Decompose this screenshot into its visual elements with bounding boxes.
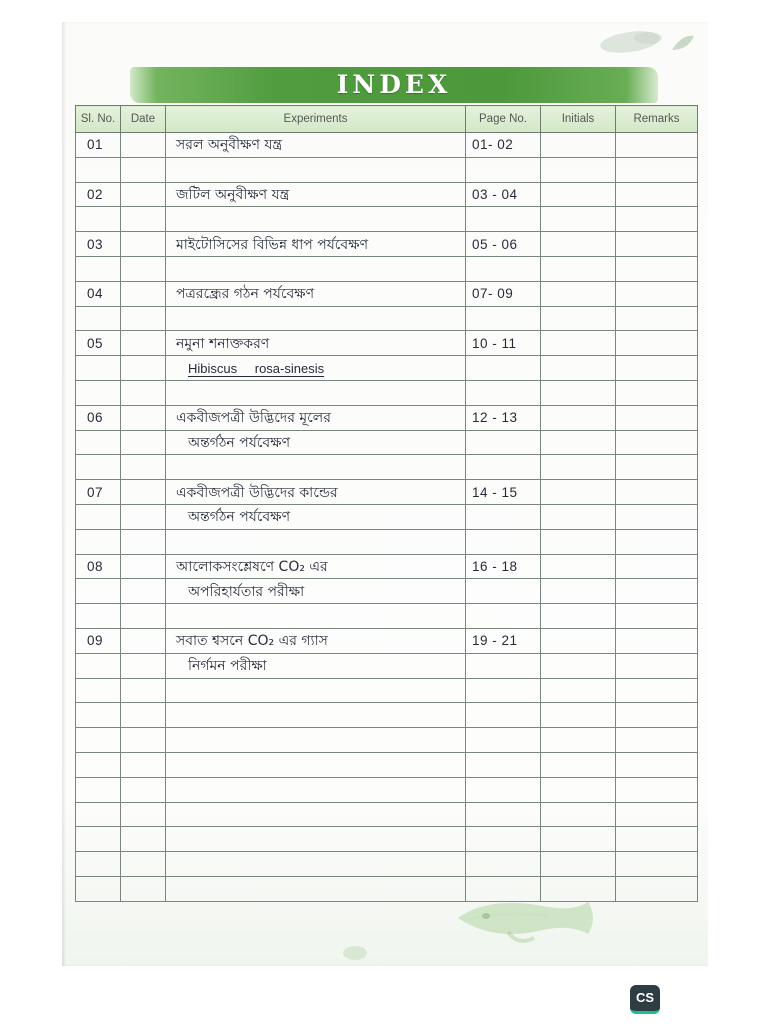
page-no-cell (466, 728, 541, 753)
page-no-cell (466, 579, 541, 604)
date-cell (121, 232, 166, 257)
page-no-cell (466, 678, 541, 703)
table-row (76, 480, 698, 505)
date-cell (121, 157, 166, 182)
initials-cell (541, 703, 616, 728)
page-no-cell (466, 554, 541, 579)
sl-no-cell (76, 827, 121, 852)
initials-cell (541, 281, 616, 306)
sl-no-cell (76, 430, 121, 455)
experiment-name: আলোকসংশ্লেষণে CO₂ এর (176, 558, 328, 575)
experiment-cell (166, 256, 466, 281)
initials-cell (541, 256, 616, 281)
remarks-cell (616, 628, 698, 653)
table-row (76, 232, 698, 257)
experiment-cell (166, 430, 466, 455)
sl-no-cell (76, 356, 121, 381)
experiment-cell (166, 777, 466, 802)
initials-cell (541, 232, 616, 257)
page-no-cell (466, 852, 541, 877)
date-cell (121, 876, 166, 901)
page-range: 12 - 13 (472, 410, 518, 426)
table-row (76, 529, 698, 554)
table-row (76, 504, 698, 529)
experiment-cell (166, 604, 466, 629)
table-row (76, 455, 698, 480)
table-row (76, 430, 698, 455)
experiment-cell (166, 579, 466, 604)
page-title: INDEX (336, 70, 452, 99)
initials-cell (541, 628, 616, 653)
experiment-cell (166, 653, 466, 678)
sl-no-cell (76, 529, 121, 554)
column-header-sl-no: Sl. No. (76, 106, 121, 133)
experiment-cell (166, 306, 466, 331)
remarks-cell (616, 653, 698, 678)
table-row (76, 331, 698, 356)
experiment-cell (166, 728, 466, 753)
initials-cell (541, 728, 616, 753)
initials-cell (541, 306, 616, 331)
sl-no-cell (76, 405, 121, 430)
decorative-fish-icon (448, 888, 613, 950)
table-row (76, 380, 698, 405)
date-cell (121, 852, 166, 877)
date-cell (121, 306, 166, 331)
initials-cell (541, 455, 616, 480)
table-row (76, 306, 698, 331)
date-cell (121, 728, 166, 753)
date-cell (121, 455, 166, 480)
sl-no-cell (76, 678, 121, 703)
sl-no-cell (76, 380, 121, 405)
experiment-cell (166, 504, 466, 529)
table-row (76, 207, 698, 232)
remarks-cell (616, 554, 698, 579)
experiment-cell (166, 852, 466, 877)
page-range: 16 - 18 (472, 558, 518, 574)
date-cell (121, 752, 166, 777)
sl-no-cell (76, 703, 121, 728)
experiment-cell (166, 380, 466, 405)
sl-no-cell (76, 207, 121, 232)
initials-cell (541, 207, 616, 232)
remarks-cell (616, 157, 698, 182)
serial-number: 03 (87, 236, 104, 252)
index-table-body (76, 133, 698, 902)
experiment-name: একবীজপত্রী উদ্ভিদের কান্ডের (176, 484, 338, 501)
date-cell (121, 356, 166, 381)
date-cell (121, 331, 166, 356)
initials-cell (541, 380, 616, 405)
page-no-cell (466, 133, 541, 158)
table-row (76, 281, 698, 306)
date-cell (121, 504, 166, 529)
page-range: 14 - 15 (472, 484, 518, 500)
remarks-cell (616, 703, 698, 728)
serial-number: 07 (87, 484, 104, 500)
page-no-cell (466, 306, 541, 331)
date-cell (121, 480, 166, 505)
table-row (76, 182, 698, 207)
serial-number: 08 (87, 558, 104, 574)
serial-number: 04 (87, 286, 104, 302)
sl-no-cell (76, 480, 121, 505)
table-row (76, 579, 698, 604)
page-no-cell (466, 604, 541, 629)
initials-cell (541, 529, 616, 554)
remarks-cell (616, 529, 698, 554)
sl-no-cell (76, 777, 121, 802)
serial-number: 05 (87, 335, 104, 351)
page-no-cell (466, 331, 541, 356)
sl-no-cell (76, 306, 121, 331)
page-range: 07- 09 (472, 286, 514, 302)
remarks-cell (616, 256, 698, 281)
table-row (76, 827, 698, 852)
experiment-cell (166, 876, 466, 901)
date-cell (121, 133, 166, 158)
camscanner-logo-icon: CS (630, 985, 660, 1014)
table-row (76, 604, 698, 629)
remarks-cell (616, 579, 698, 604)
table-row (76, 852, 698, 877)
remarks-cell (616, 356, 698, 381)
sl-no-cell (76, 728, 121, 753)
table-row (76, 728, 698, 753)
page-no-cell (466, 529, 541, 554)
table-row (76, 256, 698, 281)
remarks-cell (616, 430, 698, 455)
experiment-cell (166, 331, 466, 356)
initials-cell (541, 182, 616, 207)
date-cell (121, 777, 166, 802)
date-cell (121, 703, 166, 728)
date-cell (121, 653, 166, 678)
page-no-cell (466, 802, 541, 827)
initials-cell (541, 133, 616, 158)
remarks-cell (616, 678, 698, 703)
remarks-cell (616, 405, 698, 430)
table-row (76, 356, 698, 381)
experiment-name: মাইটোসিসের বিভিন্ন ধাপ পর্যবেক্ষণ (176, 236, 369, 253)
sl-no-cell (76, 256, 121, 281)
date-cell (121, 182, 166, 207)
table-row (76, 554, 698, 579)
remarks-cell (616, 455, 698, 480)
experiment-cell (166, 157, 466, 182)
page-no-cell (466, 380, 541, 405)
page-no-cell (466, 182, 541, 207)
initials-cell (541, 604, 616, 629)
page-no-cell (466, 256, 541, 281)
page-range: 10 - 11 (472, 335, 517, 351)
sl-no-cell (76, 232, 121, 257)
sl-no-cell (76, 802, 121, 827)
initials-cell (541, 852, 616, 877)
initials-cell (541, 504, 616, 529)
sl-no-cell (76, 331, 121, 356)
initials-cell (541, 356, 616, 381)
initials-cell (541, 331, 616, 356)
page-range: 05 - 06 (472, 236, 518, 252)
initials-cell (541, 480, 616, 505)
experiment-cell (166, 628, 466, 653)
remarks-cell (616, 281, 698, 306)
date-cell (121, 628, 166, 653)
remarks-cell (616, 504, 698, 529)
experiment-cell (166, 207, 466, 232)
serial-number: 01 (87, 137, 104, 153)
experiment-cell (166, 182, 466, 207)
remarks-cell (616, 232, 698, 257)
date-cell (121, 405, 166, 430)
table-row (76, 802, 698, 827)
date-cell (121, 827, 166, 852)
page-no-cell (466, 777, 541, 802)
initials-cell (541, 653, 616, 678)
page-range: 19 - 21 (472, 633, 518, 649)
page-no-cell (466, 207, 541, 232)
initials-cell (541, 777, 616, 802)
table-row (76, 703, 698, 728)
serial-number: 09 (87, 633, 104, 649)
sl-no-cell (76, 504, 121, 529)
experiment-name: অন্তর্গঠন পর্যবেক্ষণ (188, 509, 291, 526)
remarks-cell (616, 827, 698, 852)
table-row (76, 628, 698, 653)
sl-no-cell (76, 579, 121, 604)
page-no-cell (466, 628, 541, 653)
experiment-name: সরল অনুবীক্ষণ যন্ত্র (176, 137, 283, 154)
page-no-cell (466, 356, 541, 381)
date-cell (121, 380, 166, 405)
page-no-cell (466, 504, 541, 529)
sl-no-cell (76, 628, 121, 653)
table-header (76, 106, 698, 133)
experiment-name: সবাত শ্বসনে CO₂ এর গ্যাস (176, 633, 328, 650)
date-cell (121, 554, 166, 579)
experiment-cell (166, 752, 466, 777)
page-no-cell (466, 157, 541, 182)
serial-number: 06 (87, 410, 104, 426)
experiment-cell (166, 802, 466, 827)
date-cell (121, 678, 166, 703)
header-row (76, 106, 698, 133)
column-header-initials: Initials (541, 106, 616, 133)
column-header-date: Date (121, 106, 166, 133)
table-row (76, 405, 698, 430)
remarks-cell (616, 728, 698, 753)
sl-no-cell (76, 157, 121, 182)
experiment-cell (166, 356, 466, 381)
experiment-name: জটিল অনুবীক্ষণ যন্ত্র (176, 186, 290, 203)
remarks-cell (616, 777, 698, 802)
index-banner (130, 67, 658, 103)
experiment-cell (166, 405, 466, 430)
page-range: 01- 02 (472, 137, 514, 153)
remarks-cell (616, 604, 698, 629)
date-cell (121, 281, 166, 306)
date-cell (121, 207, 166, 232)
table-row (76, 678, 698, 703)
table-row (76, 752, 698, 777)
initials-cell (541, 802, 616, 827)
experiment-name: অন্তর্গঠন পর্যবেক্ষণ (188, 434, 291, 451)
initials-cell (541, 827, 616, 852)
experiment-cell (166, 232, 466, 257)
experiment-cell (166, 455, 466, 480)
page-no-cell (466, 405, 541, 430)
experiment-name: নির্গমন পরীক্ষা (188, 658, 267, 675)
decorative-blob-icon (340, 942, 370, 964)
remarks-cell (616, 480, 698, 505)
remarks-cell (616, 876, 698, 901)
initials-cell (541, 678, 616, 703)
sl-no-cell (76, 182, 121, 207)
table-row (76, 653, 698, 678)
remarks-cell (616, 752, 698, 777)
experiment-cell (166, 529, 466, 554)
remarks-cell (616, 306, 698, 331)
sl-no-cell (76, 604, 121, 629)
experiment-cell (166, 703, 466, 728)
decorative-leaf-icon (590, 20, 702, 64)
page-no-cell (466, 281, 541, 306)
table-row (76, 157, 698, 182)
remarks-cell (616, 133, 698, 158)
experiment-name: অপরিহার্যতার পরীক্ষা (188, 583, 305, 600)
date-cell (121, 529, 166, 554)
experiment-name: নমুনা শনাক্তকরণ (176, 335, 270, 352)
page-no-cell (466, 480, 541, 505)
initials-cell (541, 554, 616, 579)
column-header-experiments: Experiments (166, 106, 466, 133)
initials-cell (541, 157, 616, 182)
date-cell (121, 604, 166, 629)
index-table (75, 105, 698, 902)
serial-number: 02 (87, 186, 104, 202)
page-range: 03 - 04 (472, 186, 518, 202)
remarks-cell (616, 802, 698, 827)
experiment-cell (166, 678, 466, 703)
page-no-cell (466, 430, 541, 455)
experiment-cell (166, 554, 466, 579)
page-no-cell (466, 752, 541, 777)
experiment-name: পত্ররন্ধ্রের গঠন পর্যবেক্ষণ (176, 286, 315, 303)
table-row (76, 777, 698, 802)
page-no-cell (466, 232, 541, 257)
table-row (76, 133, 698, 158)
remarks-cell (616, 207, 698, 232)
page-no-cell (466, 455, 541, 480)
initials-cell (541, 752, 616, 777)
page-no-cell (466, 653, 541, 678)
sl-no-cell (76, 876, 121, 901)
date-cell (121, 579, 166, 604)
experiment-cell (166, 827, 466, 852)
sl-no-cell (76, 852, 121, 877)
sl-no-cell (76, 133, 121, 158)
sl-no-cell (76, 281, 121, 306)
date-cell (121, 430, 166, 455)
sl-no-cell (76, 653, 121, 678)
experiment-cell (166, 480, 466, 505)
remarks-cell (616, 182, 698, 207)
column-header-remarks: Remarks (616, 106, 698, 133)
remarks-cell (616, 852, 698, 877)
sl-no-cell (76, 455, 121, 480)
page-no-cell (466, 703, 541, 728)
experiment-name: Hibiscus rosa-sinesis (188, 360, 325, 376)
date-cell (121, 256, 166, 281)
date-cell (121, 802, 166, 827)
sl-no-cell (76, 554, 121, 579)
experiment-cell (166, 281, 466, 306)
experiment-cell (166, 133, 466, 158)
initials-cell (541, 405, 616, 430)
experiment-name: একবীজপত্রী উদ্ভিদের মূলের (176, 410, 331, 427)
remarks-cell (616, 331, 698, 356)
initials-cell (541, 430, 616, 455)
page-no-cell (466, 827, 541, 852)
sl-no-cell (76, 752, 121, 777)
column-header-page-no: Page No. (466, 106, 541, 133)
initials-cell (541, 579, 616, 604)
remarks-cell (616, 380, 698, 405)
